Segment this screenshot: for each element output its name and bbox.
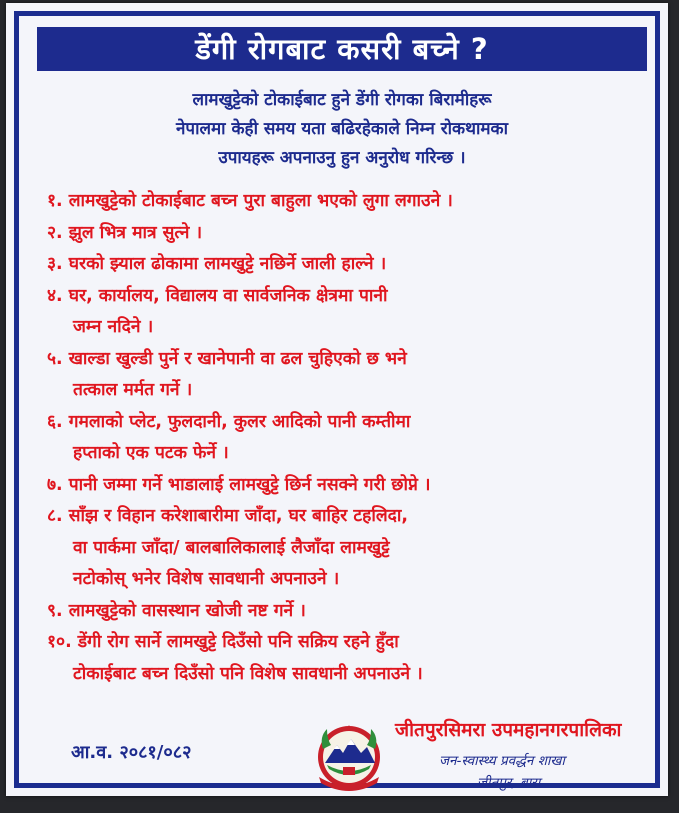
prevention-item bbox=[47, 186, 667, 218]
poster-frame bbox=[14, 11, 660, 791]
prevention-item bbox=[47, 596, 667, 628]
intro-line: उपायहरू अपनाउनु हुन अनुरोध गरिन्छ । bbox=[218, 148, 466, 168]
prevention-item-line: ३. घरको झ्याल ढोकामा लामखुट्टे नछिर्ने जाली हाल्ने । bbox=[47, 254, 387, 274]
prevention-item-line: ४. घर, कार्यालय, विद्यालय वा सार्वजनिक क्षेत्रमा पानी bbox=[47, 285, 388, 306]
prevention-item-line: ८. साँझ र विहान करेशाबारीमा जाँदा, घर बाहिर टहलिदा, bbox=[47, 506, 408, 526]
prevention-item-line: १०. डेंगी रोग सार्ने लामखुट्टे दिउँसो पनि सक्रिय रहने हुँदा bbox=[47, 632, 399, 652]
prevention-item-line: नटोकोस् भनेर विशेष सावधानी अपनाउने । bbox=[73, 569, 340, 589]
prevention-item-line: तत्काल मर्मत गर्ने । bbox=[73, 380, 193, 400]
prevention-item-line: ६. गमलाको प्लेट, फुलदानी, कुलर आदिको पानी कम्तीमा bbox=[47, 411, 411, 432]
org-address: जीतपुर, बारा bbox=[477, 775, 541, 791]
prevention-item bbox=[47, 501, 667, 596]
prevention-item bbox=[47, 218, 667, 250]
prevention-item bbox=[47, 470, 667, 502]
prevention-item-line: १. लामखुट्टेको टोकाईबाट बच्न पुरा बाहुला भएको लुगा लगाउने । bbox=[47, 191, 453, 211]
prevention-item-line: ५. खाल्डा खुल्डी पुर्ने र खानेपानी वा ढल चुहिएको छ भने bbox=[47, 348, 407, 369]
prevention-item-line: ७. पानी जम्मा गर्ने भाडालाई लामखुट्टे छिर्न नसक्ने गरी छोप्ने । bbox=[47, 474, 431, 495]
prevention-item bbox=[47, 627, 667, 690]
prevention-item-line: वा पार्कमा जाँदा/ बालबालिकालाई लैजाँदा लामखुट्टे bbox=[73, 537, 390, 558]
poster-title: डेंगी रोगबाट कसरी बच्ने ? bbox=[37, 27, 647, 71]
fiscal-year: आ.व. २०८१/०८२ bbox=[71, 742, 192, 763]
intro-line: नेपालमा केही समय यता बढिरहेकाले निम्न रोकथामका bbox=[175, 119, 508, 139]
prevention-item-line: हप्ताको एक पटक फेर्ने । bbox=[73, 443, 229, 463]
intro-text bbox=[19, 86, 665, 173]
nepal-government-emblem-icon bbox=[313, 719, 385, 791]
prevention-item bbox=[47, 344, 667, 407]
prevention-item-line: जम्न नदिने । bbox=[73, 317, 154, 337]
prevention-list bbox=[47, 186, 667, 690]
prevention-item bbox=[47, 407, 667, 470]
prevention-item bbox=[47, 281, 667, 344]
prevention-item-line: टोकाईबाट बच्न दिउँसो पनि विशेष सावधानी अपनाउने । bbox=[73, 663, 423, 684]
prevention-item-line: ९. लामखुट्टेको वासस्थान खोजी नष्ट गर्ने । bbox=[47, 600, 306, 621]
org-branch: जन-स्वास्थ्य प्रवर्द्धन शाखा bbox=[439, 753, 565, 769]
prevention-item-line: २. झुल भित्र मात्र सुत्ने । bbox=[47, 222, 203, 243]
intro-line: लामखुट्टेको टोकाईबाट हुने डेंगी रोगका बिरामीहरू bbox=[192, 90, 492, 110]
dengue-poster bbox=[6, 3, 668, 796]
org-name: जीतपुरसिमरा उपमहानगरपालिका bbox=[395, 719, 622, 741]
prevention-item bbox=[47, 249, 667, 281]
